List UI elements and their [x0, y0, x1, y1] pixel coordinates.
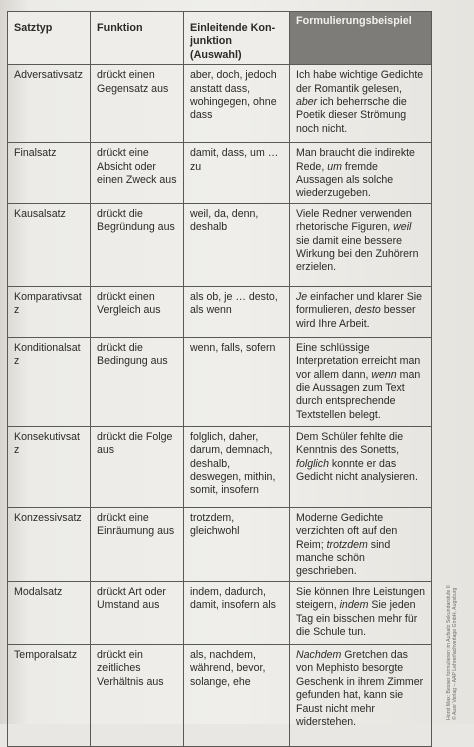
table-row: [8, 644, 432, 746]
function-cell: drückt die Folge aus: [91, 426, 184, 507]
clause-type-cell: Kausalsatz: [8, 203, 91, 286]
table-row: [8, 581, 432, 644]
function-cell: drückt ein zeitliches Verhältnis aus: [91, 644, 184, 746]
example-text: Eine schlüssige Interpretation erreicht man vor allem dann,: [296, 341, 421, 381]
function-cell: drückt eine Absicht oder einen Zweck aus: [91, 143, 184, 204]
function-cell: drückt einen Vergleich aus: [91, 286, 184, 337]
copyright-line-2: © Auer Verlag – AAP Lehrerfachverlage GmbH, Augsburg: [452, 587, 459, 720]
example-text: Ich habe wichtige Gedichte der Romantik gelesen,: [296, 69, 424, 95]
example-text: fremde Aussagen als solche wiederzugeben.: [296, 160, 394, 200]
example-conjunction: wenn: [371, 368, 397, 381]
example-conjunction: trotzdem: [326, 538, 368, 551]
conjunctions-cell: trotzdem, gleichwohl: [184, 507, 290, 581]
example-conjunction: desto: [354, 304, 381, 317]
example-text: Sie können Ihre Leistungen steigern,: [296, 585, 425, 612]
example-cell: [290, 65, 432, 143]
example-conjunction: um: [327, 160, 342, 173]
example-conjunction: Nachdem: [296, 648, 342, 661]
clause-types-table: [7, 11, 432, 747]
example-text: Man braucht die indirekte Rede,: [296, 147, 415, 173]
function-cell: drückt die Bedingung aus: [91, 337, 184, 426]
clause-type-cell: Konsekutivsatz: [8, 426, 91, 507]
table-row: [8, 337, 432, 426]
example-cell: [290, 581, 432, 644]
header-satztyp: Satztyp: [8, 12, 91, 65]
conjunctions-cell: wenn, falls, sofern: [184, 337, 290, 426]
function-cell: drückt Art oder Umstand aus: [91, 581, 184, 644]
table-row: [8, 426, 432, 507]
function-cell: drückt eine Einräumung aus: [91, 507, 184, 581]
copyright-note: [446, 530, 464, 720]
conjunctions-cell: weil, da, denn, deshalb: [184, 203, 290, 286]
example-text: sie damit eine bessere Wirkung bei den Zuhörern erzielen.: [296, 234, 419, 274]
header-konjunktion: Einleitende Kon-junktion (Auswahl): [184, 12, 290, 65]
example-cell: [290, 337, 432, 426]
conjunctions-cell: als, nachdem, während, bevor, solange, ehe: [184, 644, 290, 746]
clause-type-cell: Modalsatz: [8, 581, 91, 644]
example-text: einfacher und klarer Sie formulieren,: [296, 290, 423, 317]
example-cell: [290, 286, 432, 337]
table-row: [8, 286, 432, 337]
table-row: [8, 507, 432, 581]
header-funktion: Funktion: [91, 12, 184, 65]
example-text: sind manche schön geschrieben.: [296, 538, 391, 578]
example-text: ich beherrsche die Poetik dieser Strömung noch nicht.: [296, 96, 407, 135]
conjunctions-cell: folglich, daher, darum, demnach, deshalb, deswegen, mithin, somit, insofern: [184, 426, 290, 507]
table-row: [8, 143, 432, 204]
example-cell: [290, 203, 432, 286]
copyright-line-1: Horst Max: Besser formulieren im Aufsatz Sekundarstufe II: [446, 585, 452, 720]
example-conjunction: Je: [296, 290, 308, 303]
example-text: Gretchen das von Mephisto besorgte Geschenk in ihrem Zimmer gefunden hat, kann sie Faust nicht mehr widerstehen.: [296, 648, 424, 728]
example-cell: [290, 143, 432, 204]
example-cell: [290, 507, 432, 581]
conjunctions-cell: damit, dass, um … zu: [184, 143, 290, 204]
conjunctions-cell: indem, dadurch, damit, insofern als: [184, 581, 290, 644]
conjunctions-cell: als ob, je … desto, als wenn: [184, 286, 290, 337]
clause-type-cell: Finalsatz: [8, 143, 91, 204]
example-text: konnte er das Gedicht nicht analysieren.: [296, 457, 418, 484]
example-text: Sie jeden Tag ein bisschen mehr für die Schule tun.: [296, 599, 418, 639]
example-text: Moderne Gedichte verzichten oft auf den Reim;: [296, 511, 398, 551]
clause-type-cell: Konzessivsatz: [8, 507, 91, 581]
example-text: man die Aussagen zum Text durch entsprechende Textstellen belegt.: [296, 368, 421, 421]
table-row: [8, 203, 432, 286]
example-conjunction: folglich: [296, 457, 329, 470]
conjunctions-cell: aber, doch, jedoch anstatt dass, wohingegen, ohne dass: [184, 65, 290, 143]
example-text: Viele Redner verwenden rhetorische Figuren,: [296, 207, 412, 234]
example-conjunction: indem: [339, 599, 369, 612]
clause-type-cell: Komparativsatz: [8, 286, 91, 337]
header-beispiel: Formulierungsbeispiel: [290, 12, 432, 65]
function-cell: drückt einen Gegensatz aus: [91, 65, 184, 143]
function-cell: drückt die Begründung aus: [91, 203, 184, 286]
clause-type-cell: Konditionalsatz: [8, 337, 91, 426]
example-conjunction: aber: [296, 96, 318, 109]
example-cell: [290, 644, 432, 746]
table-header-row: [8, 12, 432, 65]
example-text: Dem Schüler fehlte die Kenntnis des Sonetts,: [296, 430, 404, 457]
clause-type-cell: Temporalsatz: [8, 644, 91, 746]
table-row: [8, 65, 432, 143]
clause-type-cell: Adversativsatz: [8, 65, 91, 143]
example-text: besser wird Ihre Arbeit.: [296, 304, 416, 330]
example-cell: [290, 426, 432, 507]
example-conjunction: weil: [393, 221, 412, 234]
